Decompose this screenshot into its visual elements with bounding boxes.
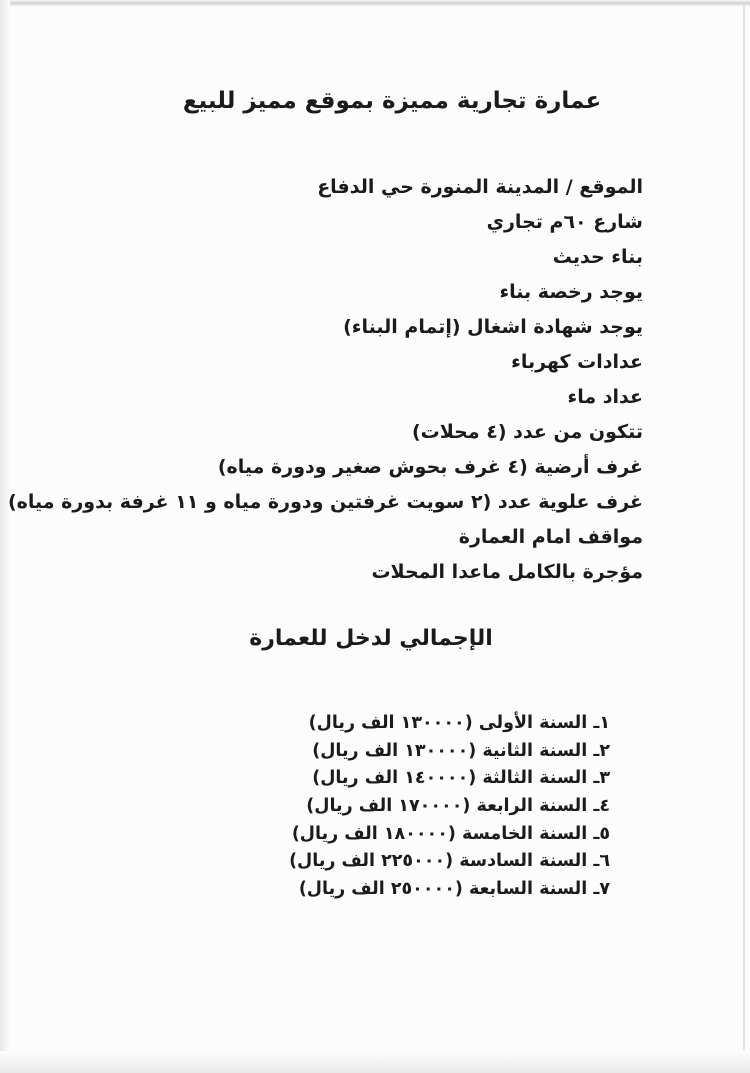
income-by-year-list (20, 710, 610, 904)
page-bottom-edge-shadow (0, 1051, 750, 1073)
detail-water-meter: عداد ماء (567, 386, 643, 408)
page-left-edge-shadow (0, 0, 10, 1073)
detail-shops-count: تتكون من عدد (٤ محلات) (411, 421, 643, 443)
income-section-heading: الإجمالي لدخل للعمارة (249, 626, 493, 651)
income-year-4: ٤ـ السنة الرابعة (١٧٠٠٠٠ الف ريال) (306, 796, 610, 817)
income-year-2: ٢ـ السنة الثانية (١٣٠٠٠٠ الف ريال) (312, 740, 610, 761)
page-right-edge-line (743, 4, 745, 1055)
property-details-list (7, 170, 643, 590)
detail-parking: مواقف امام العمارة (458, 526, 643, 548)
document-title: عمارة تجارية مميزة بموقع مميز للبيع (182, 88, 602, 114)
detail-location: الموقع / المدينة المنورة حي الدفاع (317, 176, 643, 198)
income-year-3: ٣ـ السنة الثالثة (١٤٠٠٠٠ الف ريال) (312, 768, 610, 789)
detail-upper-rooms: غرف علوية عدد (٢ سويت غرفتين ودورة مياه و ١١ غرفة بدورة مياه) (7, 491, 643, 513)
detail-street: شارع ٦٠م تجاري (486, 211, 643, 233)
income-year-7: ٧ـ السنة السابعة (٢٥٠٠٠٠ الف ريال) (298, 879, 610, 900)
income-year-5: ٥ـ السنة الخامسة (١٨٠٠٠٠ الف ريال) (291, 823, 610, 844)
income-year-1: ١ـ السنة الأولى (١٣٠٠٠٠ الف ريال) (308, 713, 610, 733)
detail-new-building: بناء حديث (552, 246, 643, 268)
income-year-6: ٦ـ السنة السادسة (٢٢٥٠٠٠ الف ريال) (289, 851, 610, 872)
detail-ground-rooms: غرف أرضية (٤ غرف بحوش صغير ودورة مياه) (217, 456, 643, 478)
detail-rented-status: مؤجرة بالكامل ماعدا المحلات (371, 561, 643, 583)
detail-building-permit: يوجد رخصة بناء (499, 281, 643, 303)
detail-occupancy-certificate: يوجد شهادة اشغال (إتمام البناء) (343, 316, 643, 338)
detail-electricity-meters: عدادات كهرباء (511, 351, 643, 373)
page-top-edge-shadow (0, 0, 750, 7)
